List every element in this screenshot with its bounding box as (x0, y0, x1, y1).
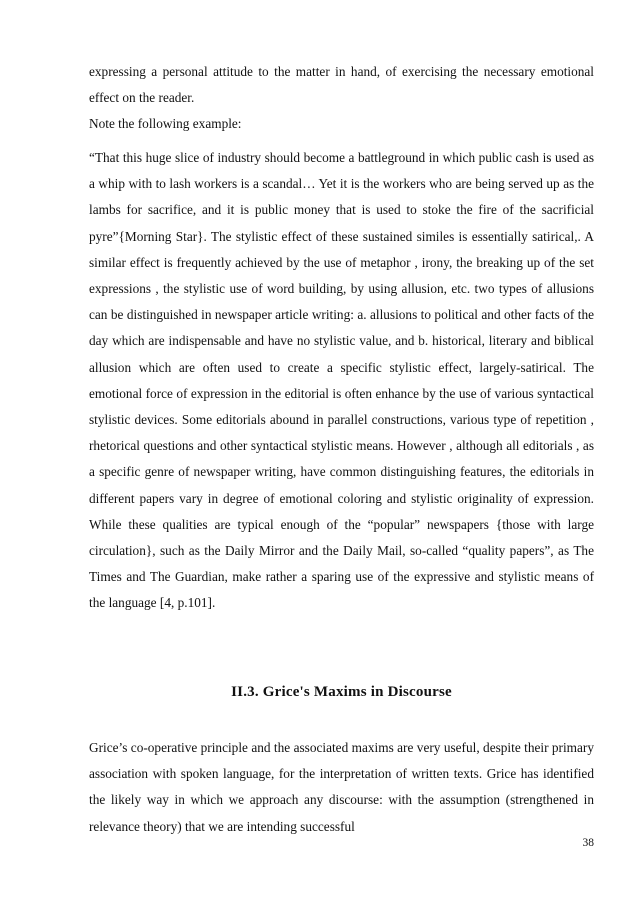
paragraph-example: “That this huge slice of industry should become a battleground in which public cash is used as a whip with to lash workers is a scandal… Yet it is the workers who are being served up as the lambs for sacrifice, and it is public money that is used to stoke the fire of the sacrificial pyre”{Morning Star}. The stylistic effect of these sustained similes is essentially satirical,. A similar effect is frequently achieved by the use of metaphor , irony, the breaking up of the set expressions , the stylistic use of word building, by using allusion, etc. two types of allusions can be distinguished in newspaper article writing: a. allusions to political and other facts of the day which are indispensable and have no stylistic value, and b. historical, literary and biblical allusion which are often used to create a specific stylistic effect, largely-satirical. The emotional force of expression in the editorial is often enhance by the use of various syntactical stylistic devices. Some editorials abound in parallel constructions, various type of repetition , rhetorical questions and other syntactical stylistic means. However , although all editorials , as a specific genre of newspaper writing, have common distinguishing features, the editorials in different papers vary in degree of emotional coloring and stylistic originality of expression. While these qualities are typical enough of the “popular” newspapers {those with large circulation}, such as the Daily Mirror and the Daily Mail, so-called “quality papers”, as The Times and The Guardian, make rather a sparing use of the expressive and stylistic means of the language [4, p.101]. (89, 150, 594, 611)
section-heading: II.3. Grice's Maxims in Discourse (231, 684, 452, 700)
paragraph-note: Note the following example: (89, 116, 242, 131)
paragraph-grice: Grice’s co-operative principle and the associated maxims are very useful, despite their primary association with spoken language, for the interpretation of written texts. Grice has identified the likely way in which we approach any discourse: with the assumption (strengthened in relevance theory) that we are intending successful (89, 740, 594, 834)
page-number: 38 (582, 837, 594, 849)
paragraph-continuation: expressing a personal attitude to the matter in hand, of exercising the necessary emotional effect on the reader. (89, 64, 594, 106)
